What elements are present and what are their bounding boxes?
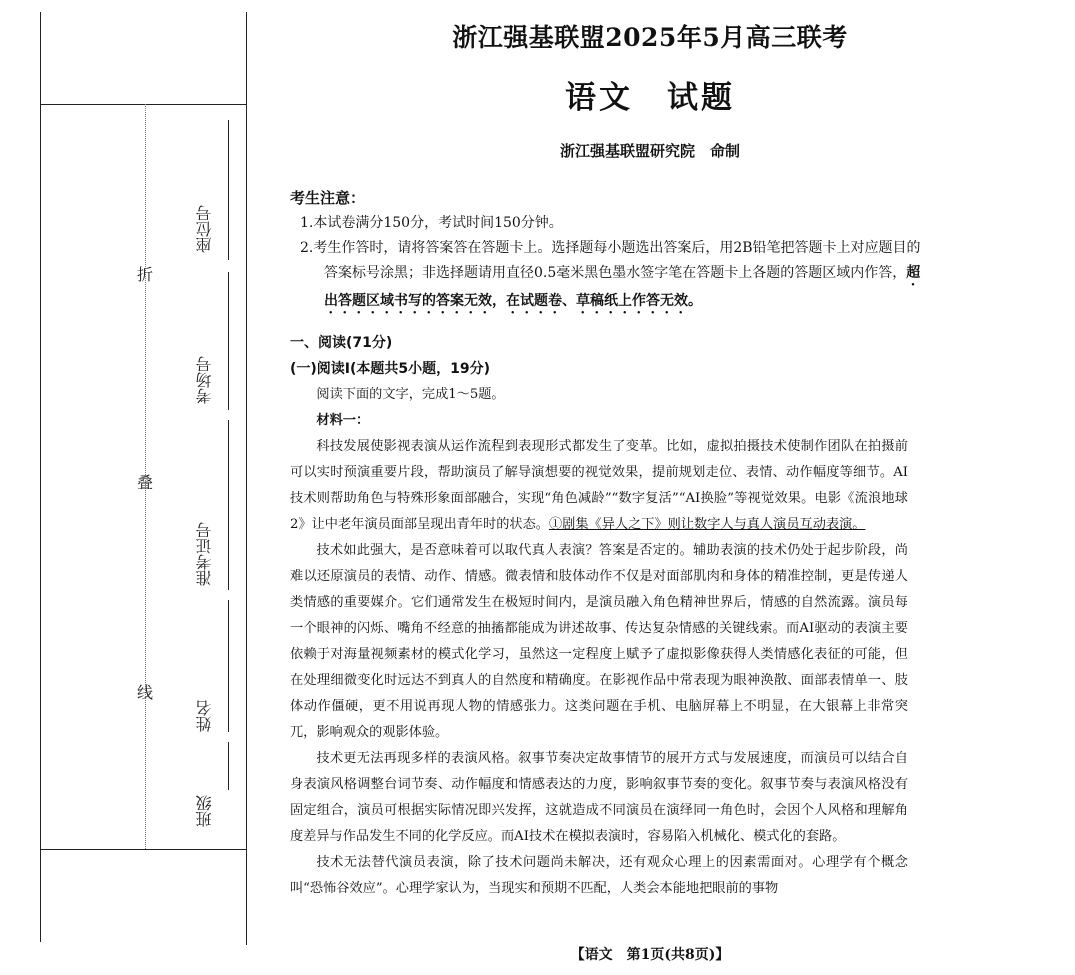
admission-number-label: 准考证号 — [195, 522, 214, 586]
paragraph-1 — [290, 434, 908, 538]
name-line[interactable] — [228, 600, 229, 732]
margin-left-border — [40, 12, 41, 942]
margin-right-border — [246, 12, 247, 945]
material-label: 材料一： — [316, 413, 370, 428]
class-label: 班级 — [195, 795, 214, 827]
note-item-2 — [290, 236, 925, 317]
seat-number-label: 座位号 — [195, 205, 214, 253]
exam-title: 浙江强基联盟2025年5月高三联考 — [452, 23, 848, 52]
paragraph-4: 技术无法替代演员表演，除了技术问题尚未解决，还有观众心理上的因素需面对。心理学有个概念叫“恐怖谷效应”。心理学家认为，当现实和预期不匹配，人类会本能地把眼前的事物 — [290, 855, 908, 896]
exam-room-label: 考场号 — [195, 356, 214, 404]
seat-number-line[interactable] — [228, 120, 229, 260]
reading-section — [290, 330, 908, 902]
name-label: 姓名 — [195, 700, 214, 732]
exam-room-line[interactable] — [228, 272, 229, 410]
section-title: 一、阅读(71分) — [290, 335, 393, 351]
reading-instruction: 阅读下面的文字，完成1～5题。 — [316, 387, 505, 402]
paragraph-3: 技术更无法再现多样的表演风格。叙事节奏决定故事情节的展开方式与发展速度，而演员可以结合自身表演风格调整台词节奏、动作幅度和情感表达的力度，影响叙事节奏的变化。叙事节奏与表演风格没有固定组合，演员可根据实际情况即兴发挥，这就造成不同演员在演绎同一角色时，会因个人风格和理解角度差异与作品发生不同的化学反应。而AI技术在模拟表演时，容易陷入机械化、模式化的套路。 — [290, 751, 908, 844]
subsection-title: (一)阅读Ⅰ(本题共5小题，19分) — [290, 361, 491, 377]
margin-top-divider — [40, 104, 246, 105]
admission-number-line[interactable] — [228, 420, 229, 590]
paragraph-1-text: 科技发展使影视表演从运作流程到表现形式都发生了变革。比如，虚拟拍摄技术使制作团队在拍摄前可以实时预演重要片段，帮助演员了解导演想要的视觉效果，提前规划走位、表情、动作幅度等细节。AI技术则帮助角色与特殊形象面部融合，实现“角色减龄”“数字复活”“AI换脸”等视觉效果。电影《流浪地球2》让中老年演员面部呈现出青年时的状态。 — [290, 439, 908, 532]
issuer-line: 浙江强基联盟研究院 命制 — [559, 142, 740, 160]
paragraph-2: 技术如此强大，是否意味着可以取代真人表演？答案是否定的。辅助表演的技术仍处于起步阶段，尚难以还原演员的表情、动作、情感。微表情和肢体动作不仅是对面部肌肉和身体的精准控制，更是传递人类情感的重要媒介。它们通常发生在极短时间内，是演员融入角色精神世界后，情感的自然流露。演员每一个眼神的闪烁、嘴角不经意的抽搐都能成为讲述故事、传达复杂情感的关键线索。而AI驱动的表演主要依赖于对海量视频素材的模式化学习，虽然这一定程度上赋予了虚拟影像获得人类情感化表征的可能，但在处理细微变化时远达不到真人的自然度和精确度。在影视作品中常表现为眼神涣散、面部表情单一、肢体动作僵硬，更不用说再现人物的情感张力。这类问题在手机、电脑屏幕上不明显，在大银幕上非常突兀，影响观众的观影体验。 — [290, 543, 908, 740]
margin-bottom-divider — [40, 849, 246, 850]
subject-title: 语文 试题 — [565, 80, 735, 116]
fold-char-fold: 折 — [137, 265, 154, 284]
fold-char-stack: 叠 — [137, 473, 154, 492]
class-line[interactable] — [228, 742, 229, 790]
note-item-2-emphasis: 超出答题区域书写的答案无效，在试题卷、草稿纸上作答无效。 — [324, 265, 921, 309]
note-item-1-text: 1.本试卷满分150分，考试时间150分钟。 — [300, 215, 563, 231]
paragraph-1-underlined: ①剧集《异人之下》则让数字人与真人演员互动表演。 — [548, 517, 866, 532]
fold-char-line: 线 — [137, 683, 154, 702]
page-footer: 【语文 第1页(共8页)】 — [570, 947, 730, 963]
note-item-2-text: 2.考生作答时，请将答案答在答题卡上。选择题每小题选出答案后，用2B铅笔把答题卡上对应题目的答案标号涂黑；非选择题请用直径0.5毫米黑色墨水签字笔在答题卡上各题的答题区域内作答， — [300, 240, 921, 281]
notes-title: 考生注意： — [290, 189, 366, 207]
note-item-1 — [290, 211, 925, 236]
exam-notes — [290, 186, 925, 317]
